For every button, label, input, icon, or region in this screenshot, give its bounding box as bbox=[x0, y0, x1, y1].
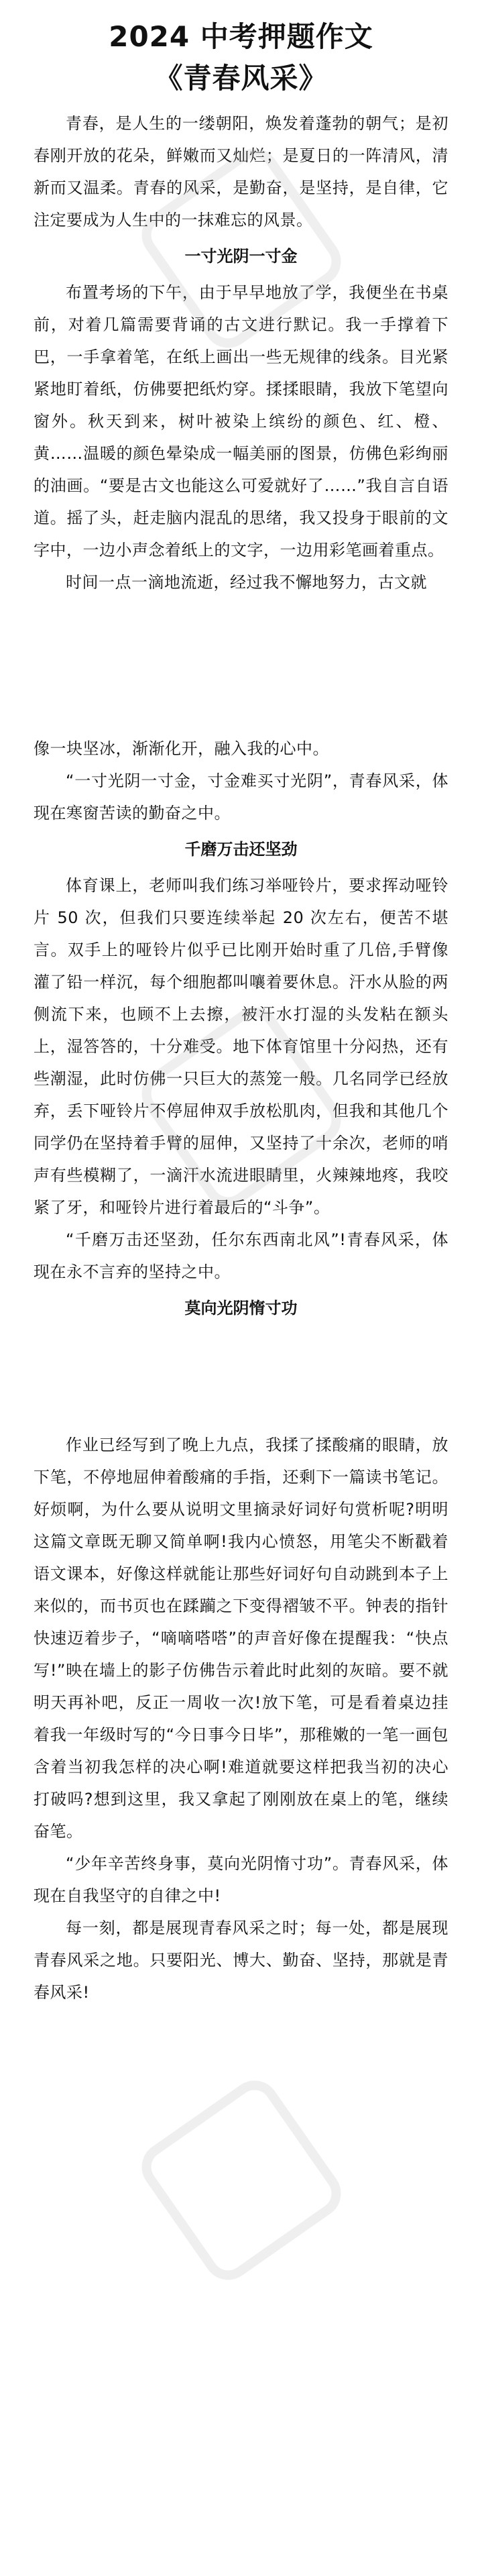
intro-paragraph: 青春，是人生的一缕朝阳，焕发着蓬勃的朝气；是初春刚开放的花朵，鲜嫩而又灿烂；是夏日的一阵清风，清新而又温柔。青春的风采，是勤奋，是坚持，是自律，它注定要成为人生中的一抹难忘的风景。 bbox=[34, 114, 448, 229]
essay-title-line2: 《青春风采》 bbox=[154, 62, 328, 95]
section-heading-3: 莫向光阴惰寸功 bbox=[184, 1299, 298, 1318]
section1-paragraph-3: 像一块坚冰，渐渐化开，融入我的心中。 bbox=[34, 739, 329, 758]
section3-paragraph-1: 作业已经写到了晚上九点，我揉了揉酸痛的眼睛，放下笔，不停地屈伸着酸痛的手指，还剩下一篇读书笔记。好烦啊，为什么要从说明文里摘录好词好句赏析呢?明明这篇文章既无聊又简单啊!我内心愤怒，用笔尖不断戳着语文课本，好像这样就能让那些好词好句自动跳到本子上来似的，而书页也在蹂躏之下变得褶皱不平。钟表的指针快速迈着步子，“嘀嘀嗒嗒”的声音好像在提醒我：“快点写!”映在墙上的影子仿佛告示着此时此刻的灰暗。要不就明天再补吧，反正一周收一次!放下笔，可是看着桌边挂着我一年级时写的“今日事今日毕”，那稚嫩的一笔一画包含着当初我怎样的决心啊!难道就要这样把我当初的决心打破吗?想到这里，我又拿起了刚刚放在桌上的笔，继续奋笔。 bbox=[34, 1436, 448, 1841]
section1-paragraph-4: “一寸光阴一寸金，寸金难买寸光阴”，青春风采，体现在寒窗苦读的勤奋之中。 bbox=[34, 771, 448, 822]
section2-paragraph-2: “千磨万击还坚劲，任尔东西南北风”!青春风采，体现在永不言弃的坚持之中。 bbox=[34, 1230, 448, 1281]
section-heading-2: 千磨万击还坚劲 bbox=[184, 840, 298, 859]
essay-title-line1: 2024 中考押题作文 bbox=[109, 20, 373, 53]
section-heading-1: 一寸光阴一寸金 bbox=[184, 247, 298, 266]
page-gap bbox=[34, 598, 448, 733]
page-gap-2 bbox=[34, 1328, 448, 1429]
section2-paragraph-1: 体育课上，老师叫我们练习举哑铃片，要求挥动哑铃片 50 次，但我们只要连续举起 20 次左右，便苦不堪言。双手上的哑铃片似乎已比刚开始时重了几倍,手臂像灌了铅一样沉，每个细胞都叫嚷着要休息。汗水从脸的两侧流下来，也顾不上去擦，被汗水打湿的头发粘在额头上，湿答答的，十分难受。地下体育馆里十分闷热，还有些潮湿，此时仿佛一只巨大的蒸笼一般。几名同学已经放弃，丢下哑铃片不停屈伸双手放松肌肉，但我和其他几个同学仍在坚持着手臂的屈伸，又坚持了十余次，老师的哨声有些模糊了，一滴汗水流进眼睛里，火辣辣地疼，我咬紧了牙，和哑铃片进行着最后的“斗争”。 bbox=[34, 876, 448, 1217]
section3-paragraph-3: 每一刻，都是展现青春风采之时；每一处，都是展现青春风采之地。只要阳光、博大、勤奋、坚持，那就是青春风采! bbox=[34, 1919, 448, 2002]
section3-paragraph-2: “少年辛苦终身事，莫向光阴惰寸功”。青春风采，体现在自我坚守的自律之中! bbox=[34, 1854, 448, 1905]
section1-paragraph-1: 布置考场的下午，由于早早地放了学，我便坐在书桌前，对着几篇需要背诵的古文进行默记。我一手撑着下巴，一手拿着笔，在纸上画出一些无规律的线条。目光紧紧地盯着纸，仿佛要把纸灼穿。揉揉眼睛，我放下笔望向窗外。秋天到来，树叶被染上缤纷的颜色、红、橙、黄……温暖的颜色晕染成一幅美丽的图景，仿佛色彩绚丽的油画。“要是古文也能这么可爱就好了……”我自言自语道。摇了头，赶走脑内混乱的思绪，我又投身于眼前的文字中，一边小声念着纸上的文字，一边用彩笔画着重点。 bbox=[34, 283, 448, 559]
section1-paragraph-2: 时间一点一滴地流逝，经过我不懈地努力，古文就 bbox=[66, 573, 427, 592]
